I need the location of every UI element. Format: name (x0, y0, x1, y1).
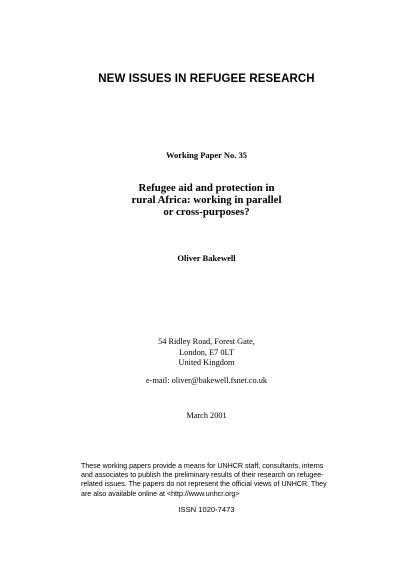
disclaimer-line: are also available online at <http://www.unhcr.org> (81, 489, 240, 498)
paper-title (0, 182, 413, 218)
working-paper-number: Working Paper No. 35 (165, 150, 248, 160)
address-line: United Kingdom (178, 358, 235, 367)
paper-title-line: rural Africa: working in parallel (131, 194, 282, 206)
address-line: London, E7 0LT (179, 347, 234, 357)
paper-title-line: or cross-purposes? (163, 206, 250, 218)
author-name: Oliver Bakewell (177, 253, 236, 263)
address-line: 54 Ridley Road, Forest Gate, (158, 337, 255, 346)
disclaimer-line: related issues. The papers do not represent the official views of UNHCR. They (81, 480, 327, 489)
series-title: NEW ISSUES IN REFUGEE RESEARCH (98, 73, 315, 85)
disclaimer-line: These working papers provide a means for UNHCR staff, consultants, interns (81, 462, 324, 470)
disclaimer-paragraph (81, 462, 353, 499)
issn-number: ISSN 1020-7473 (178, 505, 235, 514)
author-email: e-mail: oliver@bakewell.fsnet.co.uk (146, 376, 267, 385)
disclaimer-line: and associates to publish the preliminary results of their research on refugee- (81, 471, 324, 480)
publication-date: March 2001 (186, 411, 227, 420)
paper-title-line: Refugee aid and protection in (138, 182, 275, 194)
author-address (0, 337, 413, 369)
